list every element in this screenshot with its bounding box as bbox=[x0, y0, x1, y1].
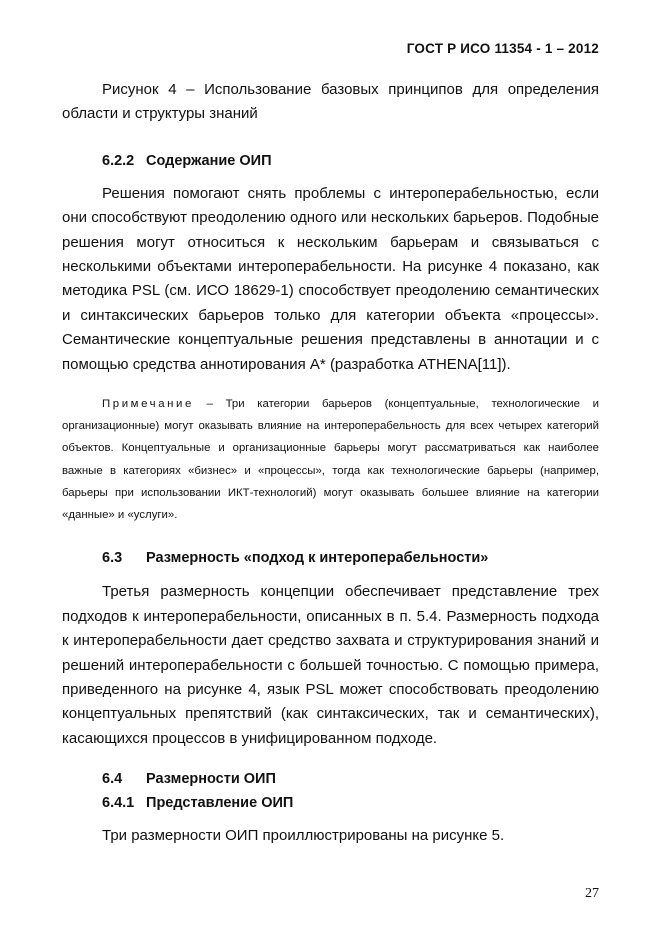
section-title: Представление ОИП bbox=[146, 795, 294, 812]
section-heading-6-4-1 bbox=[102, 791, 599, 815]
note-text: – Три категории барьеров (концептуальные, технологические и организационные) могут оказывать влияние на интероперабельность для всех четырех категорий объектов. Концептуальные и организационные барьеры могут рассматриваться как наиболее важные в категориях «бизнес» и «процессы», тогда как технологические барьеры (например, барьеры при использовании ИКТ-технологий) могут оказывать большее влияние на категории «данные» и «услуги». bbox=[62, 398, 599, 522]
section-title: Размерности ОИП bbox=[146, 771, 276, 788]
document-header: ГОСТ Р ИСО 11354 - 1 – 2012 bbox=[406, 41, 599, 56]
section-heading-6-3 bbox=[102, 546, 599, 570]
section-heading-6-4 bbox=[102, 767, 599, 791]
page-content bbox=[62, 78, 599, 849]
paragraph-6-4-1: Три размерности ОИП проиллюстрированы на рисунке 5. bbox=[102, 827, 505, 845]
section-title: Содержание ОИП bbox=[146, 152, 272, 169]
note-label: Примечание bbox=[102, 398, 194, 411]
paragraph-6-2-2: Решения помогают снять проблемы с интероперабельностью, если они способствуют преодолению одного или нескольких барьеров. Подобные решения могут относиться к нескольким барьерам и связываться с несколькими объектами интероперабельности. На рисунке 4 показано, как методика PSL (см. ИСО 18629-1) способствует преодолению семантических и синтаксических барьеров только для категории объекта «процессы». Семантические концептуальные решения представлены в аннотации и с помощью средства аннотирования А* (разработка ATHENA[11]). bbox=[62, 184, 599, 373]
section-heading-6-2-2 bbox=[102, 149, 599, 173]
page-number: 27 bbox=[585, 886, 599, 901]
paragraph-6-3: Третья размерность концепции обеспечивает представление трех подходов к интероперабельности, описанных в п. 5.4. Размерность подхода к интероперабельности дает средство захвата и структурирования знаний и решений интероперабельности с большей точностью. С помощью примера, приведенного на рисунке 4, язык PSL может способствовать преодолению концептуальных препятствий (как синтаксических, так и семантических), касающихся процессов в унифицированном подходе. bbox=[62, 583, 599, 747]
section-number: 6.4 bbox=[102, 771, 123, 788]
section-number: 6.4.1 bbox=[102, 795, 135, 812]
section-number: 6.2.2 bbox=[102, 152, 135, 169]
note-paragraph bbox=[62, 393, 599, 526]
section-title: Размерность «подход к интероперабельности» bbox=[146, 550, 489, 567]
section-number: 6.3 bbox=[102, 550, 123, 567]
figure-caption: Рисунок 4 – Использование базовых принципов для определения области и структуры знаний bbox=[62, 81, 599, 123]
